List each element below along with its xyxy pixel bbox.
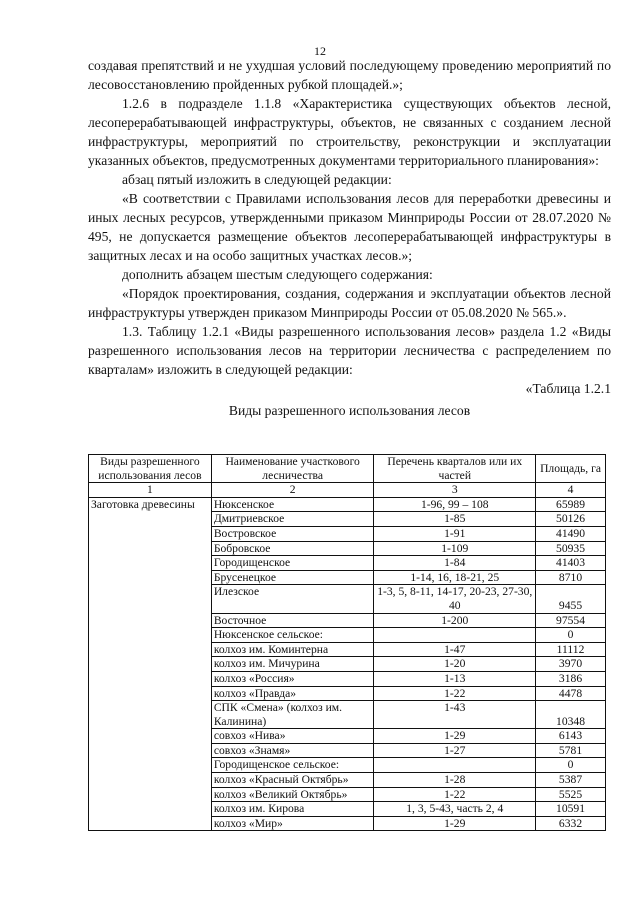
- usage-type-cell: Заготовка древесины: [89, 497, 212, 831]
- area-cell: 50126: [536, 512, 606, 527]
- forestry-name-cell: Илезское: [211, 585, 374, 613]
- quarters-cell: 1-85: [374, 512, 536, 527]
- forestry-name-cell: Городищенское: [211, 556, 374, 571]
- table-reference: «Таблица 1.2.1: [525, 381, 611, 396]
- forestry-name-cell: колхоз им. Кирова: [211, 802, 374, 817]
- quarters-cell: 1-47: [374, 642, 536, 657]
- area-cell: 3186: [536, 671, 606, 686]
- area-cell: 65989: [536, 497, 606, 512]
- quarters-cell: 1-13: [374, 671, 536, 686]
- area-cell: 0: [536, 628, 606, 643]
- forestry-name-cell: Востровское: [211, 526, 374, 541]
- paragraph: 1.2.6 в подразделе 1.1.8 «Характеристика существующих объектов лесной, лесоперерабатывающей инфраструктуры, объектов, не связанных с созданием лесной инфраструктуры, мероприятий по строительству, реконструкции и эксплуатации указанных объектов, предусмотренных документами территориального планирования»:: [88, 96, 611, 168]
- quarters-cell: 1, 3, 5-43, часть 2, 4: [374, 802, 536, 817]
- quarters-cell: 1-43: [374, 701, 536, 729]
- quarters-cell: 1-3, 5, 8-11, 14-17, 20-23, 27-30, 40: [374, 585, 536, 613]
- area-cell: 8710: [536, 570, 606, 585]
- quarters-cell: 1-14, 16, 18-21, 25: [374, 570, 536, 585]
- forestry-name-cell: колхоз «Мир»: [211, 816, 374, 831]
- quarters-cell: 1-27: [374, 743, 536, 758]
- area-cell: 6332: [536, 816, 606, 831]
- forestry-name-cell: Дмитриевское: [211, 512, 374, 527]
- header-quarters: Перечень кварталов или их частей: [374, 455, 536, 483]
- area-cell: 10348: [536, 701, 606, 729]
- quarters-cell: 1-28: [374, 773, 536, 788]
- quarters-cell: [374, 628, 536, 643]
- forestry-name-cell: совхоз «Нива»: [211, 729, 374, 744]
- quarters-cell: 1-84: [374, 556, 536, 571]
- paragraph: «В соответствии с Правилами использования лесов для переработки древесины и иных лесных ресурсов, утвержденными приказом Минприроды России от 28.07.2020 № 495, не допускается размещение объектов лесоперерабатывающей инфраструктуры в защитных лесах и на особо защитных участках лесов.»;: [88, 191, 611, 263]
- forestry-name-cell: колхоз «Красный Октябрь»: [211, 773, 374, 788]
- area-cell: 5525: [536, 787, 606, 802]
- forestry-name-cell: колхоз им. Мичурина: [211, 657, 374, 672]
- forestry-name-cell: Бобровское: [211, 541, 374, 556]
- forestry-name-cell: Нюксенское: [211, 497, 374, 512]
- area-cell: 4478: [536, 686, 606, 701]
- quarters-cell: 1-20: [374, 657, 536, 672]
- forestry-name-cell: Нюксенское сельское:: [211, 628, 374, 643]
- column-number: 3: [374, 483, 536, 498]
- page-number: 12: [314, 44, 326, 58]
- column-number: 2: [211, 483, 374, 498]
- area-cell: 6143: [536, 729, 606, 744]
- header-usage-type: Виды разрешенного использования лесов: [89, 455, 212, 483]
- forestry-name-cell: Брусенецкое: [211, 570, 374, 585]
- paragraph: «Порядок проектирования, создания, содержания и эксплуатации объектов лесной инфраструктуры утвержден приказом Минприроды России от 05.08.2020 № 565.».: [88, 286, 611, 320]
- table-body: [89, 497, 606, 831]
- header-forestry-name: Наименование участкового лесничества: [211, 455, 374, 483]
- quarters-cell: 1-22: [374, 787, 536, 802]
- area-cell: 0: [536, 758, 606, 773]
- forestry-name-cell: совхоз «Знамя»: [211, 743, 374, 758]
- area-cell: 3970: [536, 657, 606, 672]
- quarters-cell: 1-29: [374, 816, 536, 831]
- forestry-name-cell: Городищенское сельское:: [211, 758, 374, 773]
- area-cell: 9455: [536, 585, 606, 613]
- paragraph: абзац пятый изложить в следующей редакции:: [122, 172, 392, 187]
- forestry-name-cell: колхоз им. Коминтерна: [211, 642, 374, 657]
- table-header-row: [89, 455, 606, 483]
- area-cell: 41490: [536, 526, 606, 541]
- header-area: Площадь, га: [536, 455, 606, 483]
- quarters-cell: 1-22: [374, 686, 536, 701]
- quarters-cell: 1-200: [374, 613, 536, 628]
- body-text: [88, 56, 611, 420]
- quarters-cell: 1-91: [374, 526, 536, 541]
- area-cell: 97554: [536, 613, 606, 628]
- area-cell: 41403: [536, 556, 606, 571]
- forestry-name-cell: Восточное: [211, 613, 374, 628]
- quarters-cell: [374, 758, 536, 773]
- area-cell: 5781: [536, 743, 606, 758]
- area-cell: 5387: [536, 773, 606, 788]
- paragraph: дополнить абзацем шестым следующего содержания:: [122, 267, 433, 282]
- column-number: 1: [89, 483, 212, 498]
- table-row: [89, 497, 606, 512]
- column-number: 4: [536, 483, 606, 498]
- forestry-name-cell: СПК «Смена» (колхоз им. Калинина): [211, 701, 374, 729]
- forestry-name-cell: колхоз «Правда»: [211, 686, 374, 701]
- paragraph: создавая препятствий и не ухудшая условий последующему проведению мероприятий по лесовосстановлению пройденных рубкой площадей.»;: [88, 58, 611, 92]
- forestry-name-cell: колхоз «Россия»: [211, 671, 374, 686]
- area-cell: 10591: [536, 802, 606, 817]
- column-number-row: [89, 483, 606, 498]
- paragraph: 1.3. Таблицу 1.2.1 «Виды разрешенного использования лесов» раздела 1.2 «Виды разрешенного использования лесов на территории лесничества с распределением по кварталам» изложить в следующей редакции:: [88, 324, 611, 377]
- area-cell: 50935: [536, 541, 606, 556]
- quarters-cell: 1-109: [374, 541, 536, 556]
- table-title: Виды разрешенного использования лесов: [228, 403, 471, 418]
- quarters-cell: 1-96, 99 – 108: [374, 497, 536, 512]
- quarters-cell: 1-29: [374, 729, 536, 744]
- area-cell: 11112: [536, 642, 606, 657]
- forestry-name-cell: колхоз «Великий Октябрь»: [211, 787, 374, 802]
- usage-table: [88, 454, 606, 831]
